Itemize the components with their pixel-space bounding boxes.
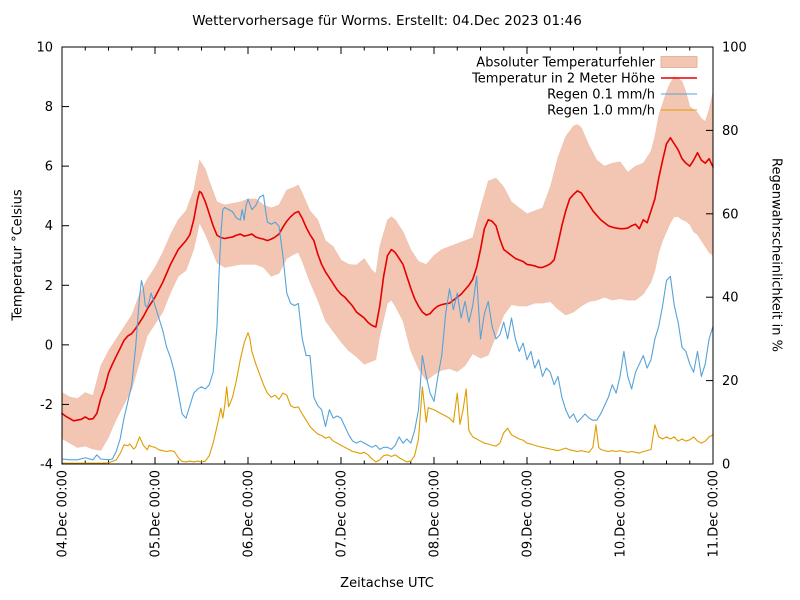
legend-label: Regen 0.1 mm/h xyxy=(547,87,655,103)
y-left-tick-label: 8 xyxy=(44,100,53,116)
y-right-tick-label: 60 xyxy=(722,207,739,223)
legend-label: Regen 1.0 mm/h xyxy=(547,103,655,119)
x-tick-label: 09.Dec 00:00 xyxy=(520,470,536,558)
y-left-tick-label: 4 xyxy=(44,219,53,235)
y-axis-label-rain-probability: Regenwahrscheinlichkeit in % xyxy=(768,158,784,352)
y-left-tick-label: 0 xyxy=(44,338,53,354)
y-right-tick-label: 80 xyxy=(722,123,739,139)
legend-label: Temperatur in 2 Meter Höhe xyxy=(472,71,655,87)
y-right-tick-label: 0 xyxy=(722,457,731,473)
y-left-tick-label: 10 xyxy=(36,40,53,56)
rain-10mm-line xyxy=(62,333,713,464)
x-tick-label: 10.Dec 00:00 xyxy=(613,470,629,558)
y-left-tick-label: 2 xyxy=(44,278,53,294)
y-left-tick-label: -4 xyxy=(40,457,53,473)
legend-label: Absoluter Temperaturfehler xyxy=(476,55,655,71)
y-right-tick-label: 100 xyxy=(722,40,747,56)
x-tick-label: 04.Dec 00:00 xyxy=(55,470,71,558)
x-tick-label: 05.Dec 00:00 xyxy=(148,470,164,558)
y-left-tick-label: 6 xyxy=(44,159,53,175)
y-right-tick-label: 20 xyxy=(722,374,739,390)
y-right-tick-label: 40 xyxy=(722,290,739,306)
y-left-tick-label: -2 xyxy=(40,397,53,413)
temperature-error-band xyxy=(62,77,713,451)
legend-band-swatch xyxy=(661,57,697,68)
x-tick-label: 06.Dec 00:00 xyxy=(241,470,257,558)
x-tick-label: 11.Dec 00:00 xyxy=(706,470,722,558)
x-axis-label: Zeitachse UTC xyxy=(340,576,434,591)
y-axis-label-temperature: Temperatur °Celsius xyxy=(10,189,26,321)
x-tick-label: 07.Dec 00:00 xyxy=(334,470,350,558)
x-tick-label: 08.Dec 00:00 xyxy=(427,470,443,558)
chart-title: Wettervorhersage für Worms. Erstellt: 04.Dec 2023 01:46 xyxy=(192,13,582,29)
